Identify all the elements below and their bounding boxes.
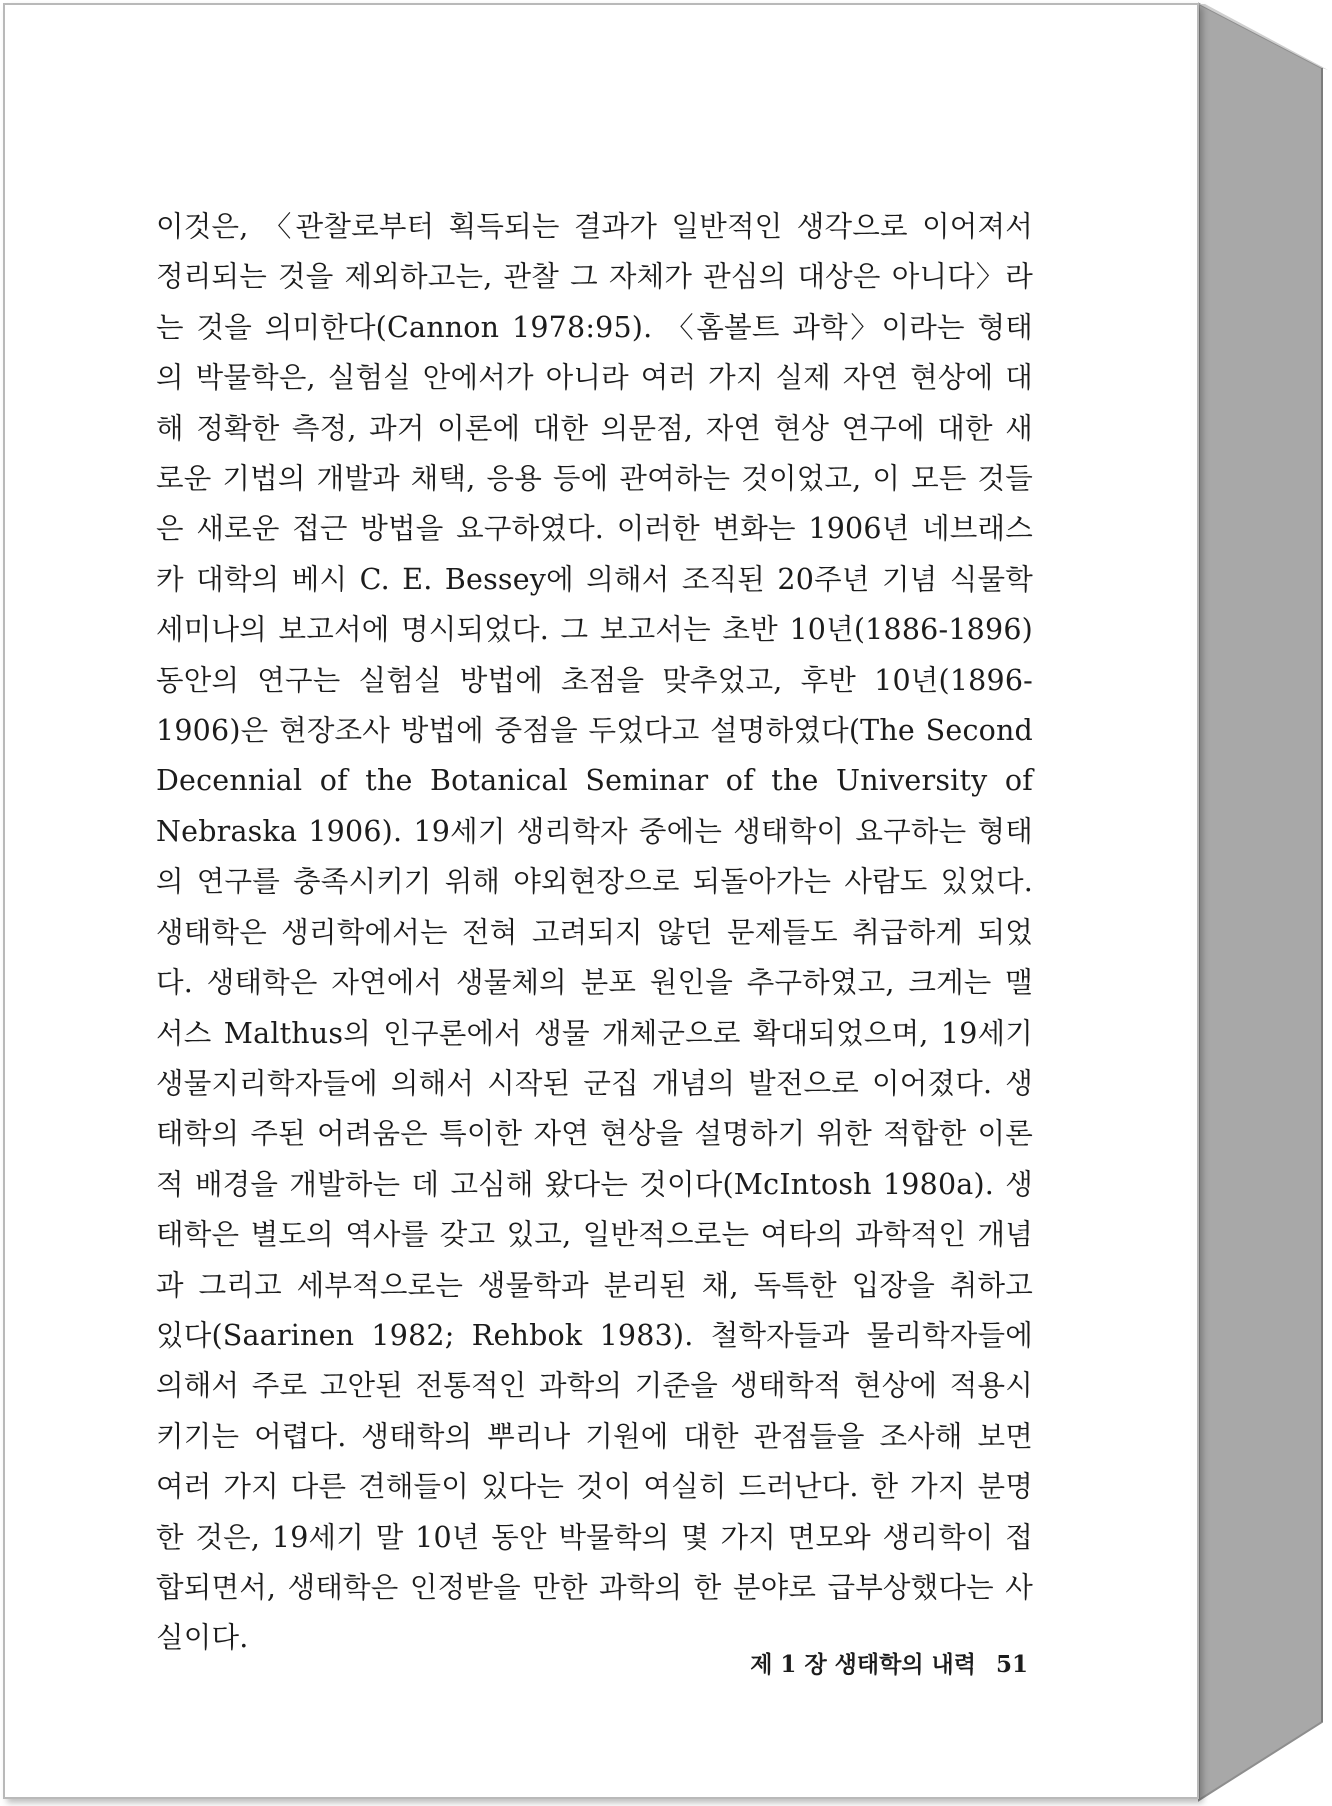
body-text xyxy=(156,202,1033,1664)
page-number: 51 xyxy=(995,1651,1028,1678)
body-paragraph: 이것은, 〈관찰로부터 획득되는 결과가 일반적인 생각으로 이어져서 정리되는 것을 제외하고는, 관찰 그 자체가 관심의 대상은 아니다〉라는 것을 의미한다(Cannon 1978:95). 〈홈볼트 과학〉이라는 형태의 박물학은, 실험실 안에서가 아니라 여러 가지 실제 자연 현상에 대해 정확한 측정, 과거 이론에 대한 의문점, 자연 현상 연구에 대한 새로운 기법의 개발과 채택, 응용 등에 관여하는 것이었고, 이 모든 것들은 새로운 접근 방법을 요구하였다. 이러한 변화는 1906년 네브래스카 대학의 베시 C. E. Bessey에 의해서 조직된 20주년 기념 식물학 세미나의 보고서에 명시되었다. 그 보고서는 초반 10년(1886-1896) 동안의 연구는 실험실 방법에 초점을 맞추었고, 후반 10년(1896-1906)은 현장조사 방법에 중점을 두었다고 설명하였다(The Second Decennial of the Botanical Seminar of the University of Nebraska 1906). 19세기 생리학자 중에는 생태학이 요구하는 형태의 연구를 충족시키기 위해 야외현장으로 되돌아가는 사람도 있었다. 생태학은 생리학에서는 전혀 고려되지 않던 문제들도 취급하게 되었다. 생태학은 자연에서 생물체의 분포 원인을 추구하였고, 크게는 맬서스 Malthus의 인구론에서 생물 개체군으로 확대되었으며, 19세기 생물지리학자들에 의해서 시작된 군집 개념의 발전으로 이어졌다. 생태학의 주된 어려움은 특이한 자연 현상을 설명하기 위한 적합한 이론적 배경을 개발하는 데 고심해 왔다는 것이다(McIntosh 1980a). 생태학은 별도의 역사를 갖고 있고, 일반적으로는 여타의 과학적인 개념과 그리고 세부적으로는 생물학과 분리된 채, 독특한 입장을 취하고 있다(Saarinen 1982; Rehbok 1983). 철학자들과 물리학자들에 의해서 주로 고안된 전통적인 과학의 기준을 생태학적 현상에 적용시키기는 어렵다. 생태학의 뿌리나 기원에 대한 관점들을 조사해 보면 여러 가지 다른 견해들이 있다는 것이 여실히 드러난다. 한 가지 분명한 것은, 19세기 말 10년 동안 박물학의 몇 가지 면모와 생리학이 접합되면서, 생태학은 인정받을 만한 과학의 한 분야로 급부상했다는 사실이다. xyxy=(156,210,1033,1655)
page-footer xyxy=(750,1646,1028,1679)
running-chapter-title: 제 1 장 생태학의 내력 xyxy=(750,1651,976,1678)
